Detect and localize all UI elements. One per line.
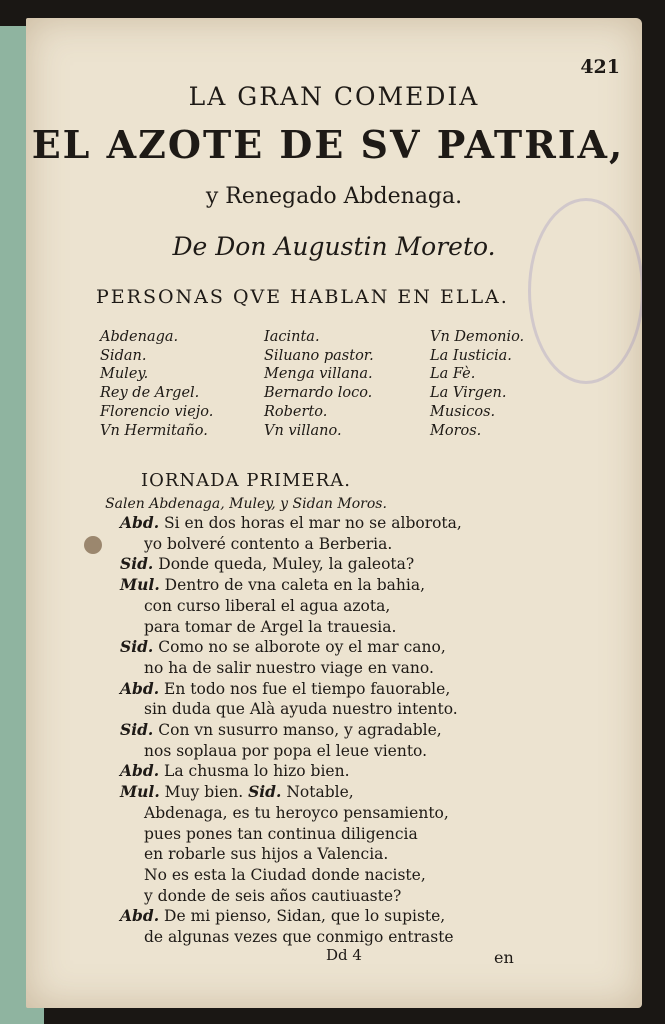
verse-text: La chusma lo hizo bien.	[164, 762, 350, 781]
title-line-1: LA GRAN COMEDIA	[188, 82, 480, 111]
dialogue-block	[120, 513, 462, 948]
cast-member: Vn villano.	[264, 422, 342, 439]
cast-member: Vn Demonio.	[430, 329, 525, 345]
cast-column-1	[100, 328, 213, 440]
verse-text: pues pones tan continua diligencia	[144, 824, 418, 843]
cast-member: Moros.	[430, 422, 482, 439]
speaker-label: Abd.	[120, 761, 160, 781]
verse-text: Notable,	[286, 783, 354, 802]
speaker-label: Abd.	[120, 678, 160, 698]
verse-text: con curso liberal el agua azota,	[144, 596, 391, 615]
verse-text: Donde queda, Muley, la galeota?	[158, 555, 415, 574]
verse-line	[120, 534, 462, 555]
verse-text: en robarle sus hijos a Valencia.	[144, 845, 389, 864]
ink-stain	[84, 536, 102, 554]
speaker-label: Abd.	[120, 513, 160, 532]
verse-text: Con vn susurro manso, y agradable,	[158, 721, 442, 740]
verse-text: para tomar de Argel la trauesia.	[144, 617, 397, 636]
cast-member: Iacinta.	[264, 329, 320, 345]
verse-line	[120, 844, 462, 865]
verse-line	[120, 699, 462, 720]
verse-line	[120, 658, 462, 679]
cast-member: La Iusticia.	[430, 347, 512, 364]
verse-text: Dentro de vna caleta en la bahia,	[164, 576, 425, 595]
verse-text: no ha de salir nuestro viage en vano.	[144, 658, 434, 677]
verse-line	[120, 803, 462, 824]
speaker-label: Sid.	[120, 554, 154, 574]
speaker-label: Sid.	[248, 782, 282, 802]
verse-line	[120, 761, 462, 782]
cast-member: La Fè.	[430, 366, 476, 383]
cast-member: Musicos.	[430, 403, 496, 420]
verse-line	[120, 782, 462, 803]
title-line-2: EL AZOTE DE SV PATRIA,	[31, 122, 625, 167]
verse-text: nos soplaua por popa el leue viento.	[144, 741, 428, 760]
verse-line	[120, 513, 462, 534]
title-line-3: y Renegado Abdenaga.	[205, 184, 463, 209]
verse-text: sin duda que Alà ayuda nuestro intento.	[144, 700, 458, 719]
verse-line	[120, 617, 462, 638]
verse-line	[120, 927, 462, 948]
verse-text: de algunas vezes que conmigo entraste	[144, 928, 454, 947]
speaker-label: Abd.	[120, 906, 160, 926]
page-number: 421	[580, 56, 620, 78]
speaker-label: Mul.	[120, 575, 160, 595]
verse-text: Abdenaga, es tu heroyco pensamiento,	[144, 803, 449, 822]
cast-member: Florencio viejo.	[100, 403, 214, 420]
catchword: en	[494, 948, 514, 967]
verse-text: En todo nos fue el tiempo fauorable,	[164, 679, 451, 698]
verse-line	[120, 596, 462, 617]
cast-member: Sidan.	[100, 347, 147, 364]
stage-direction: Salen Abdenaga, Muley, y Sidan Moros.	[105, 496, 387, 512]
verse-line	[120, 637, 462, 658]
verse-text: Como no se alborote oy el mar cano,	[158, 638, 446, 657]
act-heading: IORNADA PRIMERA.	[141, 470, 351, 491]
author-line: De Don Augustin Moreto.	[172, 232, 496, 261]
verse-line	[120, 865, 462, 886]
cast-member: Rey de Argel.	[100, 385, 200, 402]
verse-text: y donde de seis años cautiuaste?	[144, 886, 402, 905]
verse-text: No es esta la Ciudad donde naciste,	[144, 865, 426, 884]
verse-line	[120, 679, 462, 700]
speaker-label: Mul.	[120, 782, 160, 802]
cast-column-3	[430, 328, 524, 440]
speaker-label: Sid.	[120, 720, 154, 740]
cast-member: Bernardo loco.	[264, 385, 373, 402]
cast-column-2	[264, 328, 374, 440]
verse-text: Muy bien.	[164, 783, 244, 802]
verse-line	[120, 824, 462, 845]
personas-heading: PERSONAS QVE HABLAN EN ELLA.	[96, 286, 509, 308]
cast-member: Roberto.	[264, 403, 328, 420]
cast-member: Muley.	[100, 366, 149, 383]
verse-line	[120, 554, 462, 575]
verse-text: De mi pienso, Sidan, que lo supiste,	[164, 907, 446, 926]
verse-line	[120, 575, 462, 596]
verse-line	[120, 886, 462, 907]
book-page	[26, 18, 642, 1008]
cast-member: La Virgen.	[430, 385, 507, 402]
speaker-label: Sid.	[120, 637, 154, 657]
verse-line	[120, 741, 462, 762]
verse-text: Si en dos horas el mar no se alborota,	[164, 514, 462, 532]
verse-line	[120, 906, 462, 927]
signature-mark: Dd 4	[326, 946, 362, 964]
verse-text: yo bolveré contento a Berberia.	[144, 534, 393, 553]
cast-member: Abdenaga.	[100, 329, 179, 345]
cast-member: Menga villana.	[264, 366, 373, 383]
cast-member: Siluano pastor.	[264, 347, 374, 364]
cast-member: Vn Hermitaño.	[100, 422, 208, 439]
verse-line	[120, 720, 462, 741]
library-stamp	[528, 198, 642, 384]
